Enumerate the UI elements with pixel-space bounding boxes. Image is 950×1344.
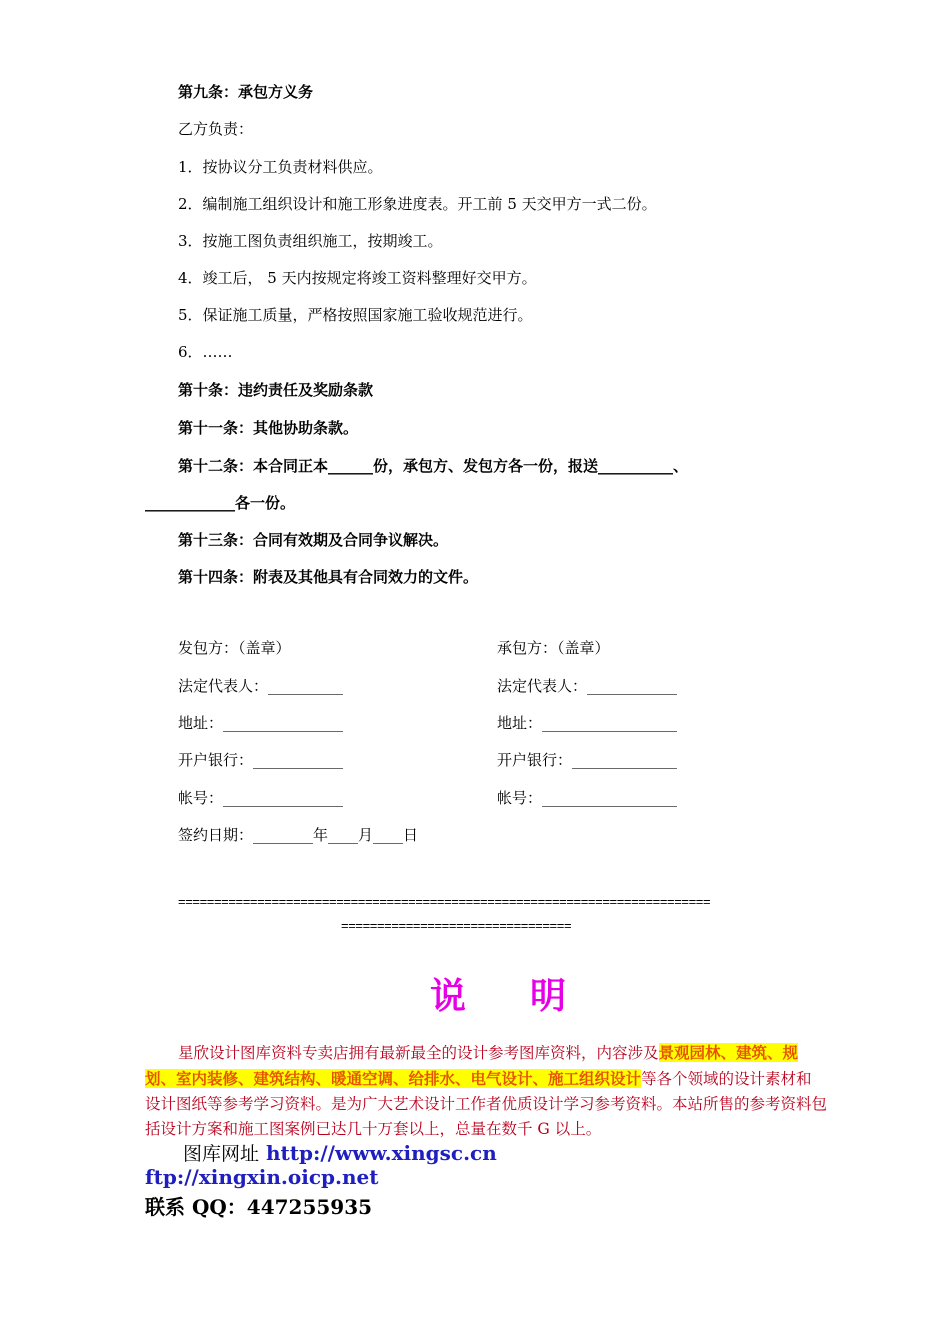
notice-paragraph	[145, 1040, 827, 1142]
notice-title-char-1: 说	[429, 976, 470, 1017]
signature-right-bank: 开户银行：______________	[497, 751, 678, 769]
signature-right-account: 帐号：__________________	[497, 789, 678, 807]
clause-9-item: 1．按协议分工负责材料供应。	[178, 158, 383, 176]
clause-10: 第十条：违约责任及奖励条款	[178, 381, 374, 399]
clause-9-item: 2．编制施工组织设计和施工形象进度表。开工前 5 天交甲方一式二份。	[178, 195, 657, 213]
signing-date: 签约日期：________年____月____日	[178, 826, 419, 844]
signature-left-account: 帐号：________________	[178, 789, 344, 807]
site-label: 图库网址	[183, 1143, 260, 1165]
signature-left-bank: 开户银行：____________	[178, 751, 344, 769]
signature-left-address: 地址：________________	[178, 714, 344, 732]
clause-9-item: 4．竣工后， 5 天内按规定将竣工资料整理好交甲方。	[178, 269, 537, 287]
separator-line-1: ==========================================================================	[178, 894, 711, 909]
site-line	[183, 1139, 497, 1166]
signature-right-address: 地址：__________________	[497, 714, 678, 732]
signature-right-representative: 法定代表人：____________	[497, 677, 678, 695]
separator-line-2: ================================	[341, 918, 572, 933]
notice-text-before: 星欣设计图库资料专卖店拥有最新最全的设计参考图库资料，内容涉及	[178, 1044, 659, 1062]
ftp-link[interactable]: ftp://xingxin.oicp.net	[145, 1165, 379, 1189]
clause-9-item: 3．按施工图负责组织施工，按期竣工。	[178, 232, 443, 250]
clause-14: 第十四条：附表及其他具有合同效力的文件。	[178, 568, 479, 586]
clause-9-title: 第九条：承包方义务	[178, 83, 314, 101]
clause-13: 第十三条：合同有效期及合同争议解决。	[178, 531, 449, 549]
notice-title	[0, 968, 950, 1019]
signature-right-party: 承包方：（盖章）	[497, 639, 610, 657]
clause-12-line1: 第十二条：本合同正本______份，承包方、发包方各一份，报送__________、	[178, 457, 689, 475]
signature-left-representative: 法定代表人：__________	[178, 677, 344, 695]
notice-title-char-2: 明	[530, 976, 571, 1017]
signature-left-party: 发包方：（盖章）	[178, 639, 291, 657]
clause-9-item: 6．……	[178, 343, 233, 361]
clause-12-line2: ____________各一份。	[145, 494, 296, 512]
notice-highlight: 景观园林、建筑、规划、室内装修、建筑结构、暖通空调、给排水、电气设计、施工组织设计	[145, 1043, 799, 1088]
notice-text-after: 等各个领域的设计素材和设计图纸等参考学习资料。是为广大艺术设计工作者优质设计学习参考资料。本站所售的参考资料包括设计方案和施工图案例已达几十万套以上，总量在数千 G 以上。	[145, 1070, 828, 1138]
clause-11: 第十一条：其他协助条款。	[178, 419, 359, 437]
contact-qq: 联系 QQ：447255935	[145, 1195, 373, 1219]
clause-9-item: 5．保证施工质量，严格按照国家施工验收规范进行。	[178, 306, 533, 324]
site-url-link[interactable]: http://www.xingsc.cn	[265, 1141, 497, 1165]
clause-9-intro: 乙方负责：	[178, 120, 254, 138]
